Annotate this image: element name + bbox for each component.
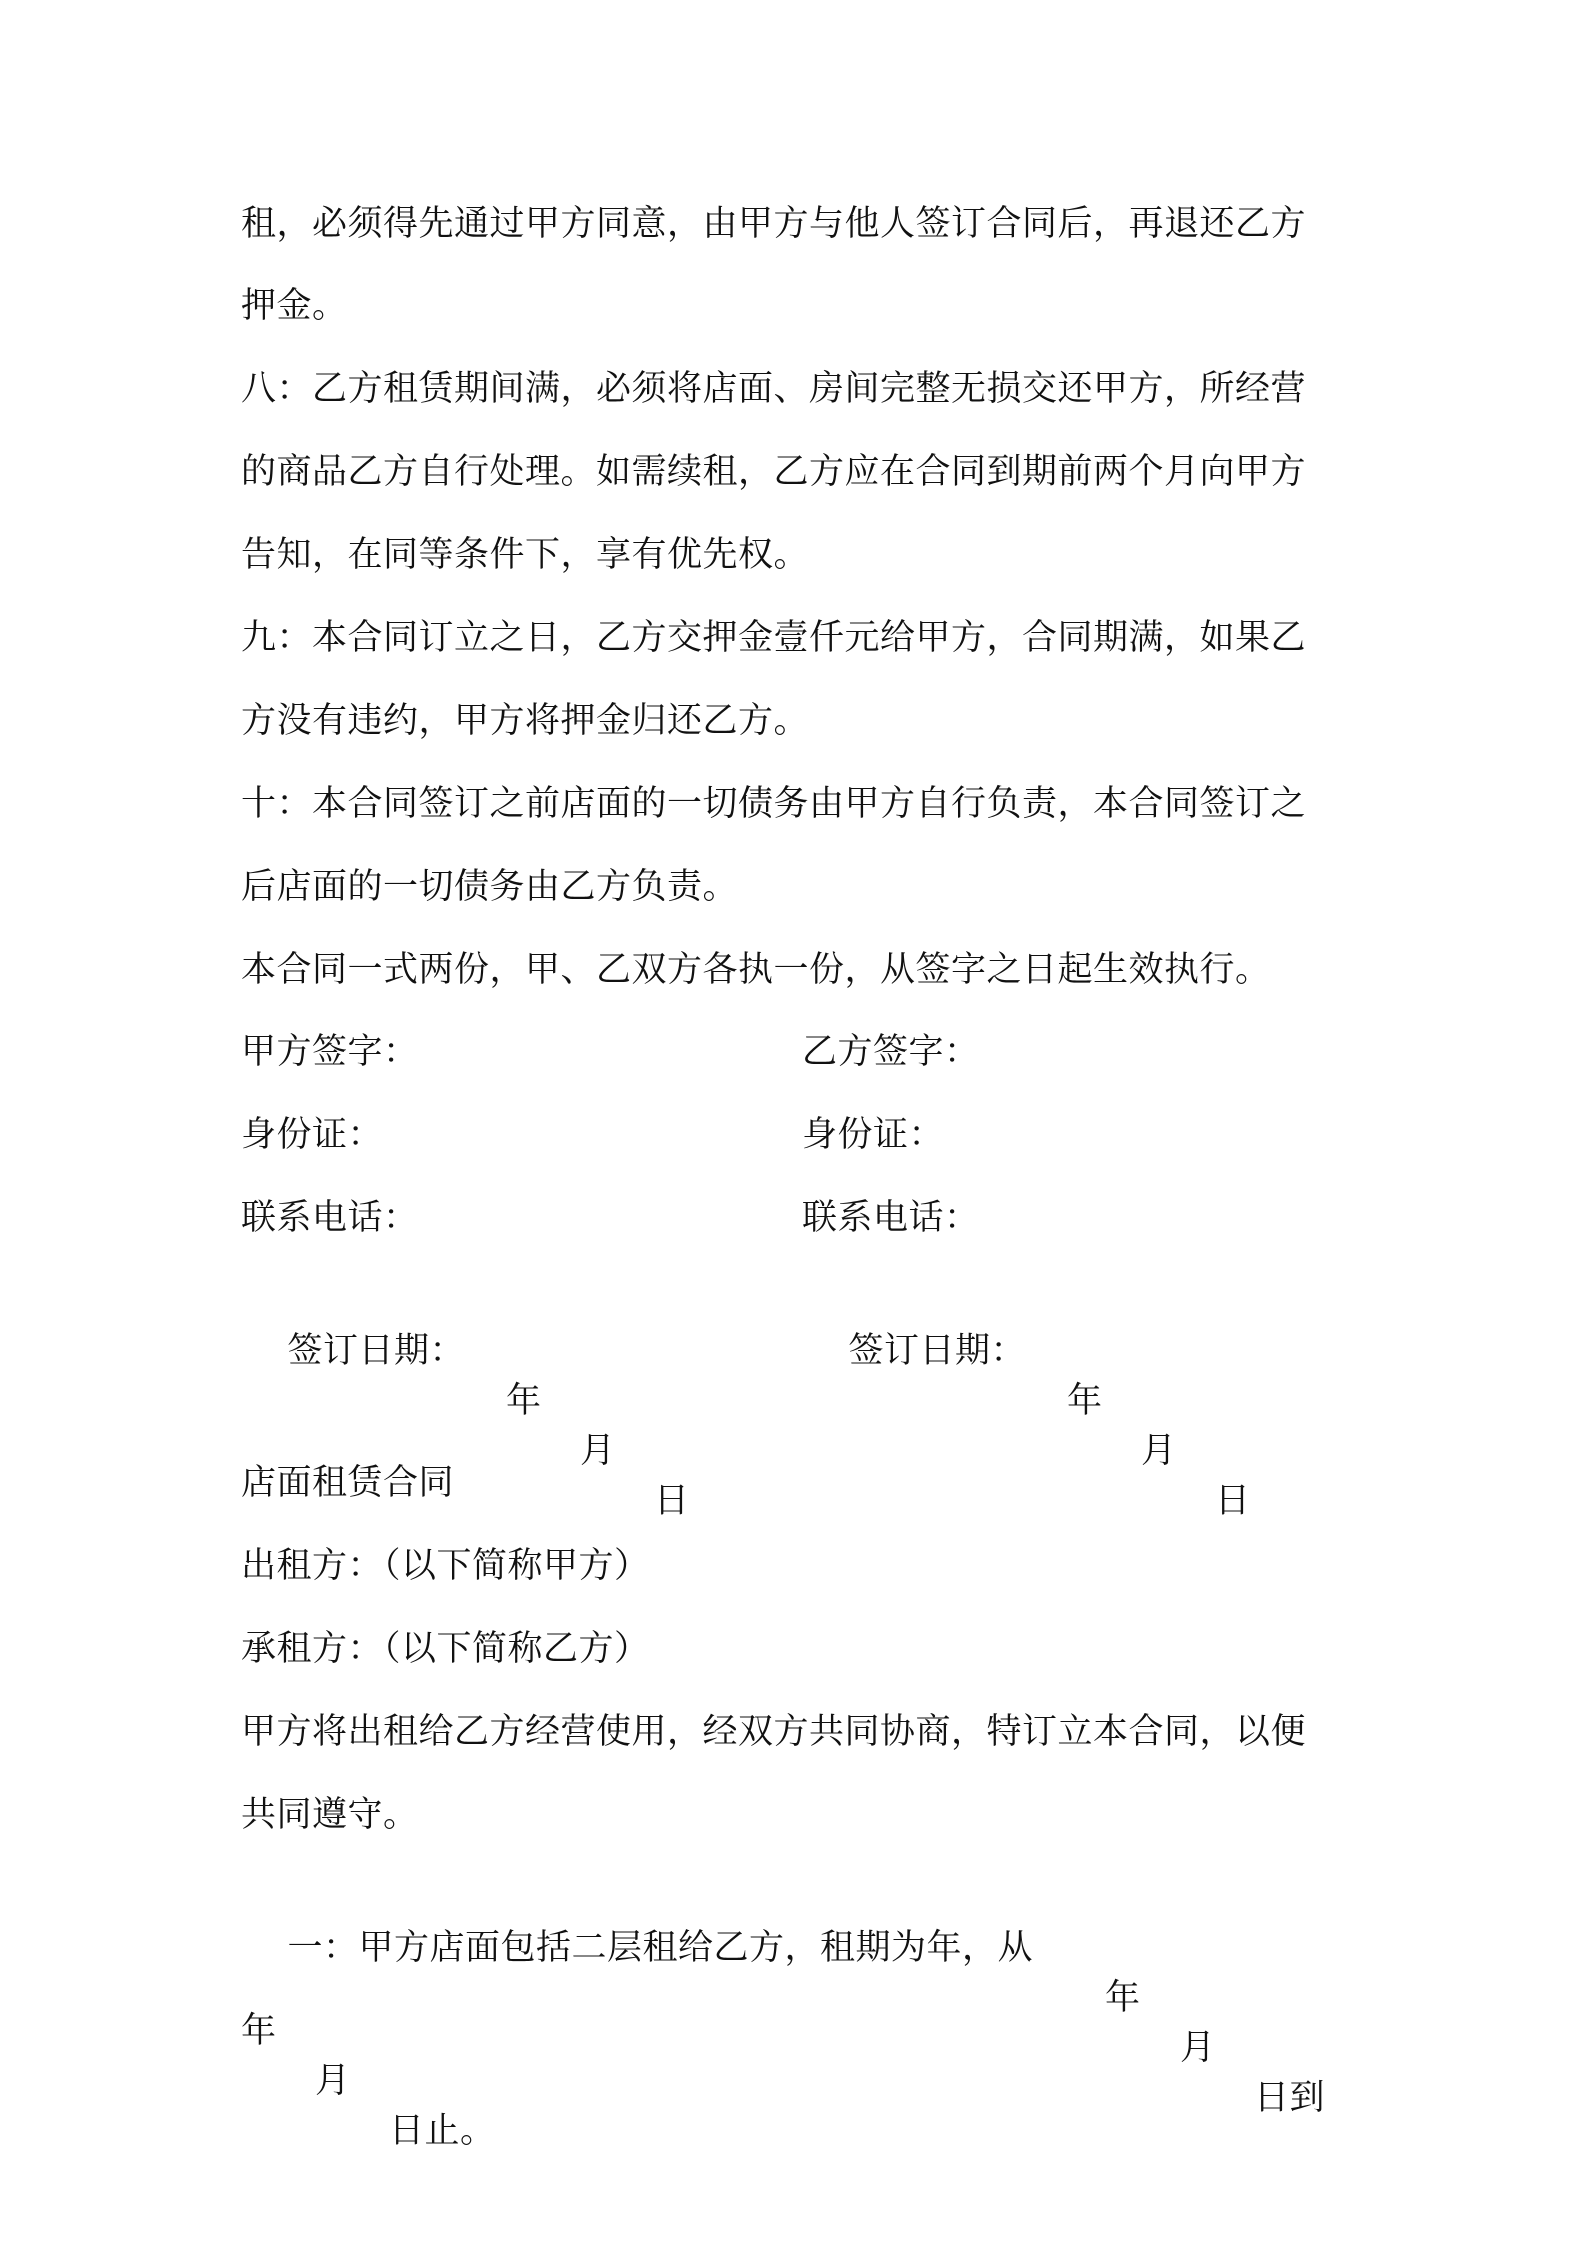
clause-1-line-1 — [241, 1873, 1326, 2118]
party-b-date-day: 日 — [1215, 1481, 1251, 1521]
lessee-line: 承租方：（以下简称乙方） — [241, 1629, 650, 1669]
clause-1-text: 一：甲方店面包括二层租给乙方，租期为年，从 — [287, 1928, 1034, 1968]
clause-8-line-1: 八：乙方租赁期间满，必须将店面、房间完整无损交还甲方，所经营 — [241, 369, 1307, 409]
party-b-phone-label: 联系电话： — [802, 1198, 980, 1238]
party-a-date-day: 日 — [654, 1481, 690, 1521]
party-b-date-month: 月 — [1141, 1431, 1177, 1471]
intro-line-1: 甲方将出租给乙方经营使用，经双方共同协商，特订立本合同，以便 — [241, 1712, 1307, 1752]
clause-10-line-1: 十：本合同签订之前店面的一切债务由甲方自行负责，本合同签订之 — [241, 784, 1307, 824]
clause-8-line-3: 告知，在同等条件下，享有优先权。 — [241, 535, 810, 575]
clause-10-line-2: 后店面的一切债务由乙方负责。 — [241, 867, 739, 907]
clause-1-end-day: 日止。 — [389, 2111, 496, 2151]
lessor-line: 出租方：（以下简称甲方） — [241, 1546, 650, 1586]
party-b-date-row — [802, 1276, 1251, 1521]
party-a-signature-label: 甲方签字： — [241, 1032, 419, 1072]
clause-1-end-month: 月 — [315, 2061, 351, 2101]
clause-7-line-1: 租，必须得先通过甲方同意，由甲方与他人签订合同后，再退还乙方 — [241, 204, 1307, 244]
party-a-phone-label: 联系电话： — [241, 1198, 419, 1238]
party-b-signature-label: 乙方签字： — [802, 1032, 980, 1072]
party-b-date-label: 签订日期： — [848, 1331, 1027, 1371]
party-a-date-year: 年 — [506, 1381, 542, 1421]
clause-1-end-year: 年 — [241, 2011, 277, 2051]
clause-1-start-month: 月 — [1180, 2028, 1216, 2068]
contract-title: 店面租赁合同 — [241, 1463, 455, 1503]
party-a-id-label: 身份证： — [241, 1115, 384, 1155]
clause-9-line-2: 方没有违约，甲方将押金归还乙方。 — [241, 701, 810, 741]
clause-7-line-2: 押金。 — [241, 286, 348, 326]
party-a-date-label: 签订日期： — [287, 1331, 466, 1371]
party-b-id-label: 身份证： — [802, 1115, 945, 1155]
intro-line-2: 共同遵守。 — [241, 1795, 419, 1835]
clause-1-start-day-to: 日到 — [1254, 2078, 1326, 2118]
party-b-date-year: 年 — [1067, 1381, 1103, 1421]
party-a-date-month: 月 — [580, 1431, 616, 1471]
clause-1-start-year: 年 — [1105, 1978, 1141, 2018]
copies-statement: 本合同一式两份，甲、乙双方各执一份，从签字之日起生效执行。 — [241, 950, 1271, 990]
clause-9-line-1: 九：本合同订立之日，乙方交押金壹仟元给甲方，合同期满，如果乙 — [241, 618, 1307, 658]
clause-1-line-2 — [241, 1956, 496, 2151]
clause-8-line-2: 的商品乙方自行处理。如需续租，乙方应在合同到期前两个月向甲方 — [241, 452, 1307, 492]
